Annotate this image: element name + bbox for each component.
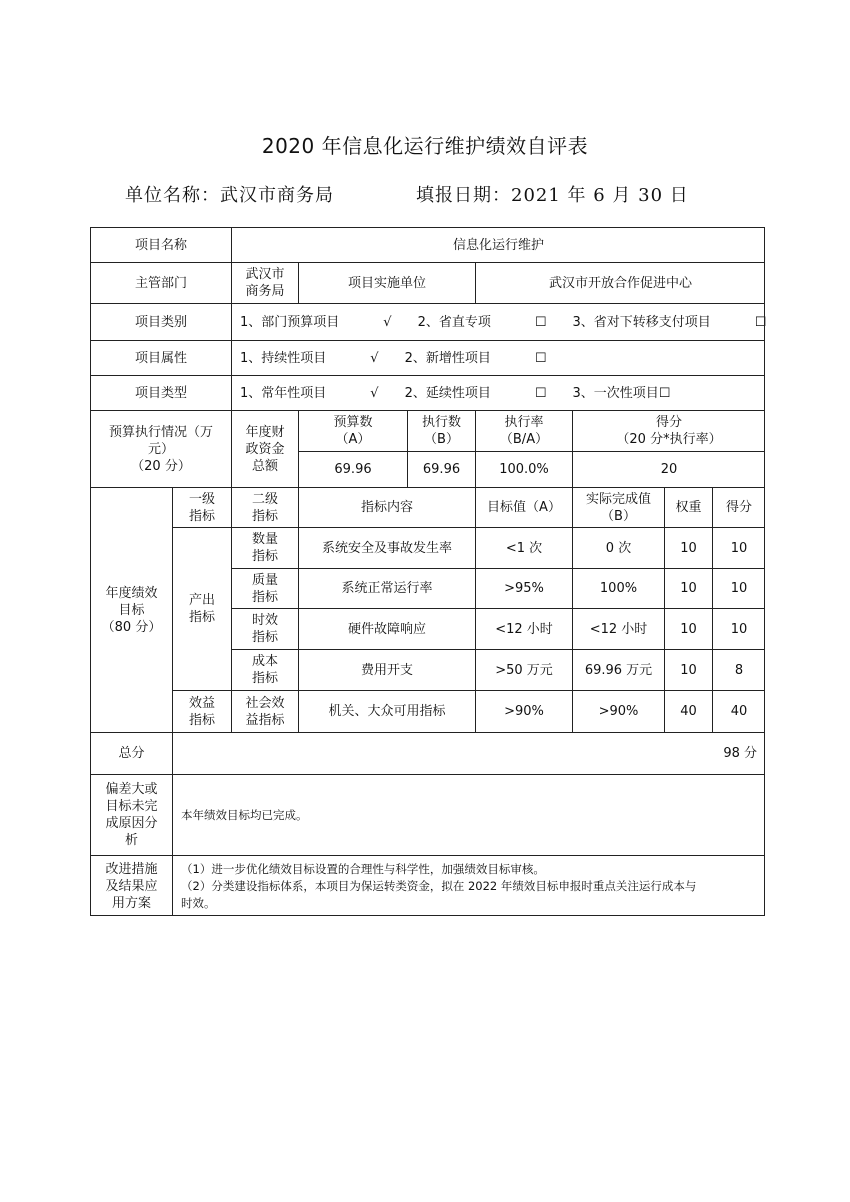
attribute-option-3: ☐	[534, 350, 547, 366]
goals-header-1: 二级 指标	[231, 487, 298, 527]
goal-row-3-actual: 69.96 万元	[572, 649, 664, 690]
goal-row-4-actual: >90%	[572, 690, 664, 732]
goal-row-2-actual: <12 小时	[572, 608, 664, 649]
goal-row-3-content: 费用开支	[298, 649, 475, 690]
goal-row-4-target: >90%	[475, 690, 572, 732]
impl-label: 项目实施单位	[298, 262, 475, 303]
goal-row-1-score: 10	[712, 568, 765, 608]
attribute-option-2: 2、新增性项目	[404, 350, 491, 366]
category-option-5: ☐	[754, 314, 767, 330]
budget-header-1: 执行数 （B）	[407, 410, 475, 451]
goal-row-2-score: 10	[712, 608, 765, 649]
budget-value-2: 100.0%	[475, 451, 572, 487]
type-option-1: √	[370, 385, 379, 401]
attribute-label: 项目属性	[90, 340, 231, 375]
type-option-4: 3、一次性项目☐	[572, 385, 671, 401]
deviation-text: 本年绩效目标均已完成。	[172, 774, 765, 855]
goal-row-2-weight: 10	[664, 608, 712, 649]
goals-header-3: 目标值（A）	[475, 487, 572, 527]
project-name-value: 信息化运行维护	[231, 227, 765, 262]
goal-row-4-level2: 社会效 益指标	[231, 690, 298, 732]
improvement-text: （1）进一步优化绩效目标设置的合理性与科学性，加强绩效目标审核。 （2）分类建设指标体系，本项目为保运转类资金，拟在 2022 年绩效目标申报时重点关注运行成本与 时效。	[172, 855, 765, 916]
goal-row-1-weight: 10	[664, 568, 712, 608]
budget-value-1: 69.96	[407, 451, 475, 487]
category-option-2: 2、省直专项	[417, 314, 491, 330]
goal-row-1-content: 系统正常运行率	[298, 568, 475, 608]
goal-row-4-content: 机关、大众可用指标	[298, 690, 475, 732]
type-label: 项目类型	[90, 375, 231, 410]
goal-row-3-score: 8	[712, 649, 765, 690]
dept-value: 武汉市 商务局	[231, 262, 298, 303]
report-date: 填报日期：2021 年 6 月 30 日	[416, 185, 689, 206]
goal-row-4-weight: 40	[664, 690, 712, 732]
fund-label: 年度财 政资金 总额	[231, 410, 298, 487]
goal-row-1-level2: 质量 指标	[231, 568, 298, 608]
unit-name: 单位名称：武汉市商务局	[125, 185, 334, 206]
goal-row-0-weight: 10	[664, 527, 712, 568]
goal-row-2-target: <12 小时	[475, 608, 572, 649]
benefit-indicator-label: 效益 指标	[172, 690, 231, 732]
attribute-option-0: 1、持续性项目	[240, 350, 327, 366]
type-option-0: 1、常年性项目	[240, 385, 327, 401]
improvement-label: 改进措施 及结果应 用方案	[90, 855, 172, 916]
goal-row-1-actual: 100%	[572, 568, 664, 608]
category-option-3: ☐	[534, 314, 547, 330]
goal-row-2-level2: 时效 指标	[231, 608, 298, 649]
total-value: 98 分	[172, 732, 765, 774]
impl-value: 武汉市开放合作促进中心	[475, 262, 765, 303]
goals-header-2: 指标内容	[298, 487, 475, 527]
goal-row-3-weight: 10	[664, 649, 712, 690]
category-options	[231, 303, 765, 340]
total-label: 总分	[90, 732, 172, 774]
budget-header-0: 预算数 （A）	[298, 410, 407, 451]
goal-row-0-score: 10	[712, 527, 765, 568]
budget-value-3: 20	[572, 451, 765, 487]
goals-header-0: 一级 指标	[172, 487, 231, 527]
attribute-option-1: √	[370, 350, 379, 366]
output-indicator-label: 产出 指标	[172, 527, 231, 690]
attribute-options	[231, 340, 765, 375]
goals-header-5: 权重	[664, 487, 712, 527]
category-label: 项目类别	[90, 303, 231, 340]
goal-row-0-target: <1 次	[475, 527, 572, 568]
goals-header-6: 得分	[712, 487, 765, 527]
category-option-0: 1、部门预算项目	[240, 314, 340, 330]
goals-header-4: 实际完成值 （B）	[572, 487, 664, 527]
budget-value-0: 69.96	[298, 451, 407, 487]
budget-header-3: 得分 （20 分*执行率）	[572, 410, 765, 451]
project-name-label: 项目名称	[90, 227, 231, 262]
goal-row-0-level2: 数量 指标	[231, 527, 298, 568]
budget-label: 预算执行情况（万 元） （20 分）	[90, 410, 231, 487]
category-option-1: √	[383, 314, 392, 330]
type-option-2: 2、延续性项目	[404, 385, 491, 401]
goal-row-4-score: 40	[712, 690, 765, 732]
goal-row-2-content: 硬件故障响应	[298, 608, 475, 649]
deviation-label: 偏差大或 目标未完 成原因分 析	[90, 774, 172, 855]
type-option-3: ☐	[534, 385, 547, 401]
dept-label: 主管部门	[90, 262, 231, 303]
goal-row-3-target: >50 万元	[475, 649, 572, 690]
goal-row-3-level2: 成本 指标	[231, 649, 298, 690]
goals-label: 年度绩效 目标 （80 分）	[90, 487, 172, 732]
page-title: 2020 年信息化运行维护绩效自评表	[261, 134, 589, 158]
goal-row-1-target: >95%	[475, 568, 572, 608]
category-option-4: 3、省对下转移支付项目	[572, 314, 711, 330]
type-options	[231, 375, 765, 410]
budget-header-2: 执行率 （B/A）	[475, 410, 572, 451]
goal-row-0-content: 系统安全及事故发生率	[298, 527, 475, 568]
goal-row-0-actual: 0 次	[572, 527, 664, 568]
